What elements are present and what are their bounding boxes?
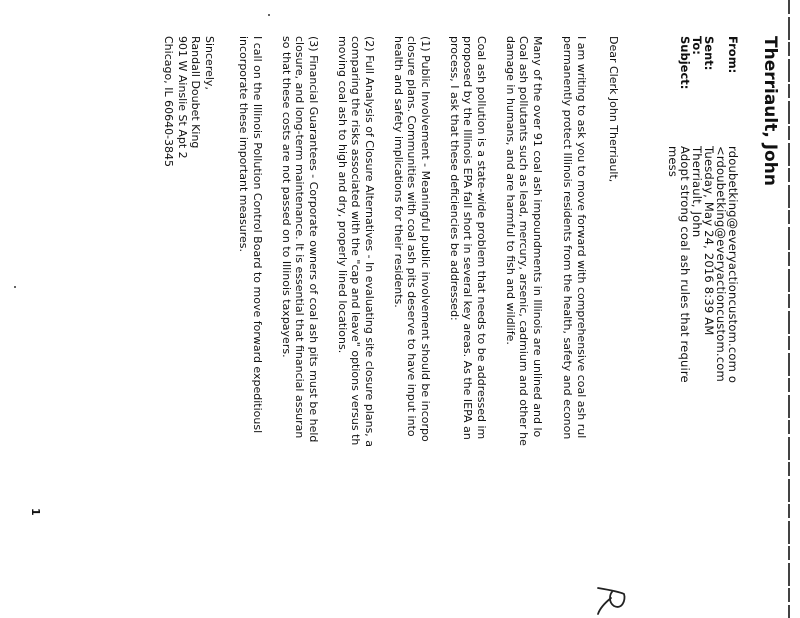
document-title: Therriault, John — [760, 36, 780, 186]
paragraph-line: damage in humans, and are harmful to fish and wildlife. — [504, 36, 517, 345]
header-label-to: To: — [690, 36, 704, 55]
paragraph-line: I am writing to ask you to move forward with comprehensive coal ash rul — [575, 36, 588, 439]
paragraph-call-to-action — [237, 36, 264, 433]
paragraph-statewide-problem — [448, 36, 489, 440]
paragraph-public-involvement — [392, 36, 433, 442]
paragraph-line: closure, and long-term maintenance. It is essential that financial assuran — [293, 36, 307, 439]
header-label-subject: Subject: — [678, 36, 692, 90]
closing-line: Sincerely, — [203, 36, 216, 90]
scan-speck — [268, 14, 270, 16]
paragraph-line: (1) Public Involvement - Meaningful public involvement should be incorpo — [419, 36, 432, 442]
header-label-sent: Sent: — [702, 36, 716, 71]
header-value-subject-continued: mess — [666, 146, 680, 178]
header-label-from: From: — [726, 36, 740, 74]
paragraph-line: (3) Financial Guarantees - Corporate owners of coal ash pits must be held — [307, 36, 320, 443]
page-number: 1 — [29, 508, 42, 516]
header-value-from-continued: <rdoubetking@everyactioncustom.com — [714, 146, 728, 382]
paragraph-line: permanently protect Illinois residents from the health, safety and econon — [561, 36, 575, 440]
header-value-to: Therriault, John — [690, 146, 704, 238]
paragraph-line: process, I ask that these deficiencies be addressed: — [448, 36, 461, 321]
paragraph-financial-guarantees — [280, 36, 321, 442]
paragraph-line: Many of the over 91 coal ash impoundments in Illinois are unlined and lo — [531, 36, 544, 438]
paragraph-line: moving coal ash to high and dry, properly lined locations. — [336, 36, 349, 354]
paragraph-line: comparing the risks associated with the "cap and leave" options versus th — [349, 36, 363, 446]
signature-block — [162, 36, 216, 167]
header-value-sent: Tuesday, May 24, 2016 8:39 AM — [702, 146, 716, 336]
top-rule — [788, 0, 790, 618]
paragraph-line: health and safety implications for their residents. — [392, 36, 405, 308]
paragraph-line: Coal ash pollution is a state-wide problem that needs to be addressed im — [475, 36, 488, 440]
paragraph-intro — [561, 36, 588, 439]
paragraph-closure-alternatives — [336, 36, 377, 447]
paragraph-line: so that these costs are not passed on to Illinois taxpayers. — [280, 36, 293, 358]
paragraph-line: (2) Full Analysis of Closure Alternatives - In evaluating site closure plans, a — [363, 36, 376, 448]
greeting: Dear Clerk John Therriault, — [607, 36, 620, 183]
paragraph-line: closure plans. Communities with coal ash pits deserve to have input into — [405, 36, 419, 437]
handwritten-initials-mark — [592, 580, 628, 618]
paragraph-line: incorporate these important measures. — [237, 36, 251, 252]
header-value-from: rdoubetking@everyactioncustom.com o — [726, 146, 740, 384]
signer-street: 901 W Ainslie St Apt 2 — [176, 36, 189, 159]
paragraph-line: I call on the Illinois Pollution Control Board to move forward expeditiousl — [251, 36, 264, 434]
signer-city: Chicago, IL 60640-3845 — [162, 36, 176, 168]
scan-speck — [14, 286, 16, 288]
paragraph-line: proposed by the Illinois EPA fall short in several key areas. As the IEPA an — [461, 36, 475, 440]
signer-name: Randall Doubet King — [189, 36, 203, 149]
header-value-subject: Adopt strong coal ash rules that require — [678, 146, 692, 383]
paragraph-impoundments — [504, 36, 545, 446]
paragraph-line: Coal ash pollutants such as lead, mercury, arsenic, cadmium and other he — [517, 36, 531, 446]
